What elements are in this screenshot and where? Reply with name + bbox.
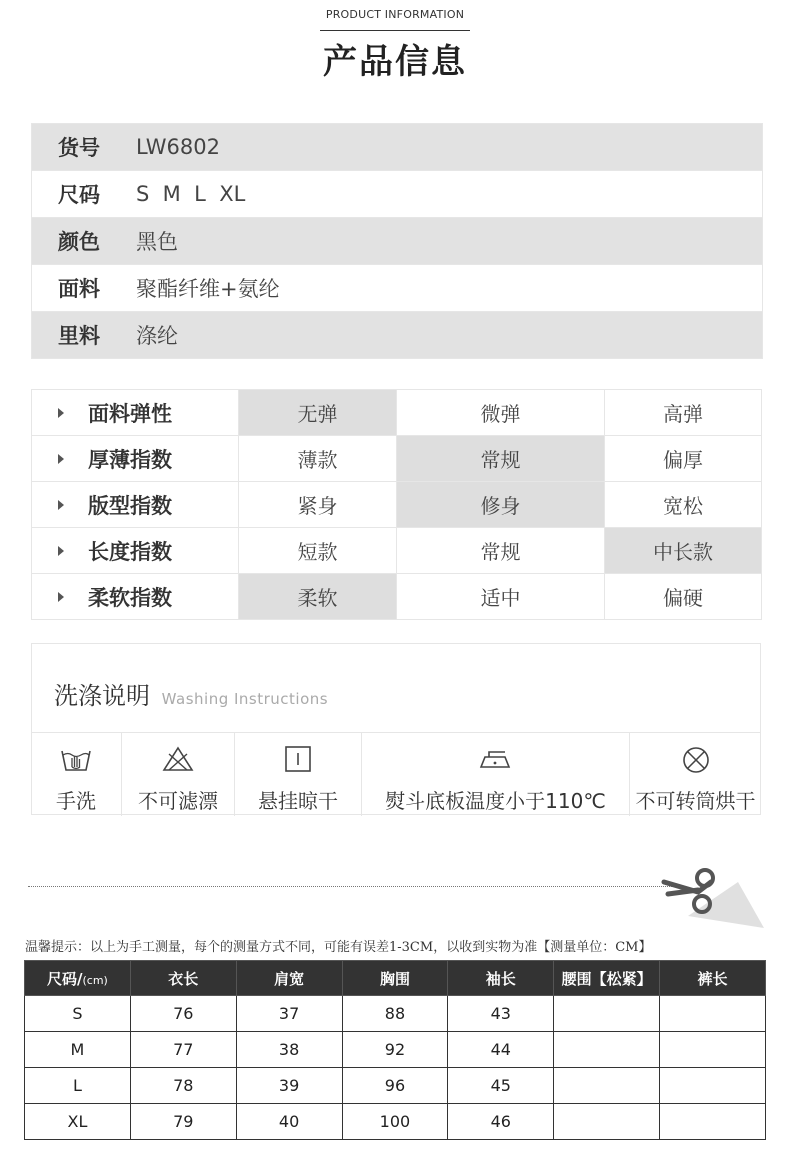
wash-item-no-bleach — [121, 732, 234, 816]
wash-label: 不可滤漂 — [138, 789, 218, 813]
washing-instructions — [31, 643, 761, 815]
table-cell: XL — [25, 1104, 131, 1140]
info-row-lining — [32, 311, 762, 358]
size-chart-table — [24, 960, 766, 1140]
table-cell: 92 — [342, 1032, 448, 1068]
index-option: 常规 — [397, 436, 605, 482]
table-cell: 78 — [130, 1068, 236, 1104]
hand-wash-icon — [59, 745, 93, 773]
waist-header: 腰围【松紧】 — [554, 961, 660, 996]
table-cell: 38 — [236, 1032, 342, 1068]
table-cell: 79 — [130, 1104, 236, 1140]
index-option: 短款 — [239, 528, 397, 574]
pants-length-header: 裤长 — [660, 961, 766, 996]
cut-line — [28, 886, 678, 887]
info-row-sku — [32, 124, 762, 170]
table-cell: 88 — [342, 996, 448, 1032]
info-value: S M L XL — [136, 182, 246, 206]
index-option: 偏厚 — [605, 436, 762, 482]
iron-icon — [478, 745, 514, 773]
table-cell: M — [25, 1032, 131, 1068]
hang-dry-icon — [283, 745, 313, 773]
index-row — [32, 436, 762, 482]
index-option: 修身 — [397, 482, 605, 528]
table-cell: 43 — [448, 996, 554, 1032]
attribute-index-table — [31, 389, 762, 620]
no-bleach-icon — [161, 745, 195, 773]
table-cell — [554, 996, 660, 1032]
wash-title-cn: 洗涤说明 — [54, 682, 150, 710]
table-cell — [660, 996, 766, 1032]
table-cell: 37 — [236, 996, 342, 1032]
table-cell: 77 — [130, 1032, 236, 1068]
index-label: 厚薄指数 — [32, 436, 239, 482]
wash-item-hand-wash — [31, 732, 121, 816]
index-option: 无弹 — [239, 390, 397, 436]
table-cell — [660, 1068, 766, 1104]
index-row — [32, 390, 762, 436]
wash-label: 熨斗底板温度小于110℃ — [385, 789, 606, 813]
table-cell — [554, 1104, 660, 1140]
header-subtitle: PRODUCT INFORMATION — [325, 8, 465, 21]
wash-item-iron — [361, 732, 629, 816]
index-option: 紧身 — [239, 482, 397, 528]
table-cell — [554, 1032, 660, 1068]
index-option: 宽松 — [605, 482, 762, 528]
table-cell: 39 — [236, 1068, 342, 1104]
index-row — [32, 482, 762, 528]
table-cell: 40 — [236, 1104, 342, 1140]
index-option: 薄款 — [239, 436, 397, 482]
index-label: 长度指数 — [32, 528, 239, 574]
wash-label: 悬挂晾干 — [258, 789, 338, 813]
wash-title — [54, 676, 328, 711]
no-tumble-dry-icon — [680, 745, 712, 775]
info-row-fabric — [32, 264, 762, 311]
info-value: 黑色 — [136, 230, 178, 254]
triangle-right-icon — [58, 500, 64, 510]
sleeve-header: 袖长 — [448, 961, 554, 996]
info-label: 颜色 — [58, 230, 100, 254]
index-row — [32, 528, 762, 574]
table-row — [25, 1104, 766, 1140]
length-header: 衣长 — [130, 961, 236, 996]
index-label: 面料弹性 — [32, 390, 239, 436]
info-label: 尺码 — [58, 183, 100, 207]
wash-title-en: Washing Instructions — [161, 690, 329, 708]
index-option: 高弹 — [605, 390, 762, 436]
measurement-tip: 温馨提示：以上为手工测量，每个的测量方式不同，可能有误差1-3CM，以收到实物为准【测量单位：CM】 — [25, 940, 652, 955]
table-cell — [554, 1068, 660, 1104]
chest-header: 胸围 — [342, 961, 448, 996]
table-cell: 76 — [130, 996, 236, 1032]
wash-item-no-tumble-dry — [629, 732, 761, 816]
table-cell — [660, 1032, 766, 1068]
shoulder-header: 肩宽 — [236, 961, 342, 996]
table-cell: 45 — [448, 1068, 554, 1104]
info-value: LW6802 — [136, 135, 220, 159]
table-row — [25, 996, 766, 1032]
index-option: 适中 — [397, 574, 605, 620]
info-value: 涤纶 — [136, 324, 178, 348]
wash-icons-row — [31, 732, 761, 816]
info-label: 里料 — [58, 324, 100, 348]
wash-label: 不可转筒烘干 — [635, 789, 756, 813]
table-cell — [660, 1104, 766, 1140]
index-label: 版型指数 — [32, 482, 239, 528]
index-option: 柔软 — [239, 574, 397, 620]
info-label: 货号 — [58, 136, 100, 160]
triangle-right-icon — [58, 454, 64, 464]
scissors-icon — [658, 868, 770, 930]
index-option: 中长款 — [605, 528, 762, 574]
index-option: 微弹 — [397, 390, 605, 436]
info-label: 面料 — [58, 277, 100, 301]
header-divider — [320, 30, 470, 31]
info-value: 聚酯纤维+氨纶 — [136, 277, 280, 301]
table-cell: S — [25, 996, 131, 1032]
table-cell: L — [25, 1068, 131, 1104]
table-row — [25, 1068, 766, 1104]
table-cell: 96 — [342, 1068, 448, 1104]
table-row — [25, 1032, 766, 1068]
size-header: 尺码/(cm) — [25, 961, 131, 996]
table-cell: 44 — [448, 1032, 554, 1068]
triangle-right-icon — [58, 408, 64, 418]
index-option: 偏硬 — [605, 574, 762, 620]
index-row — [32, 574, 762, 620]
page-title: 产品信息 — [323, 42, 467, 82]
triangle-right-icon — [58, 592, 64, 602]
wash-label: 手洗 — [56, 789, 96, 813]
wash-item-hang-dry — [234, 732, 361, 816]
index-option: 常规 — [397, 528, 605, 574]
triangle-right-icon — [58, 546, 64, 556]
table-cell: 46 — [448, 1104, 554, 1140]
index-label: 柔软指数 — [32, 574, 239, 620]
product-info-table — [31, 123, 763, 359]
table-cell: 100 — [342, 1104, 448, 1140]
info-row-color — [32, 217, 762, 264]
info-row-size — [32, 170, 762, 217]
